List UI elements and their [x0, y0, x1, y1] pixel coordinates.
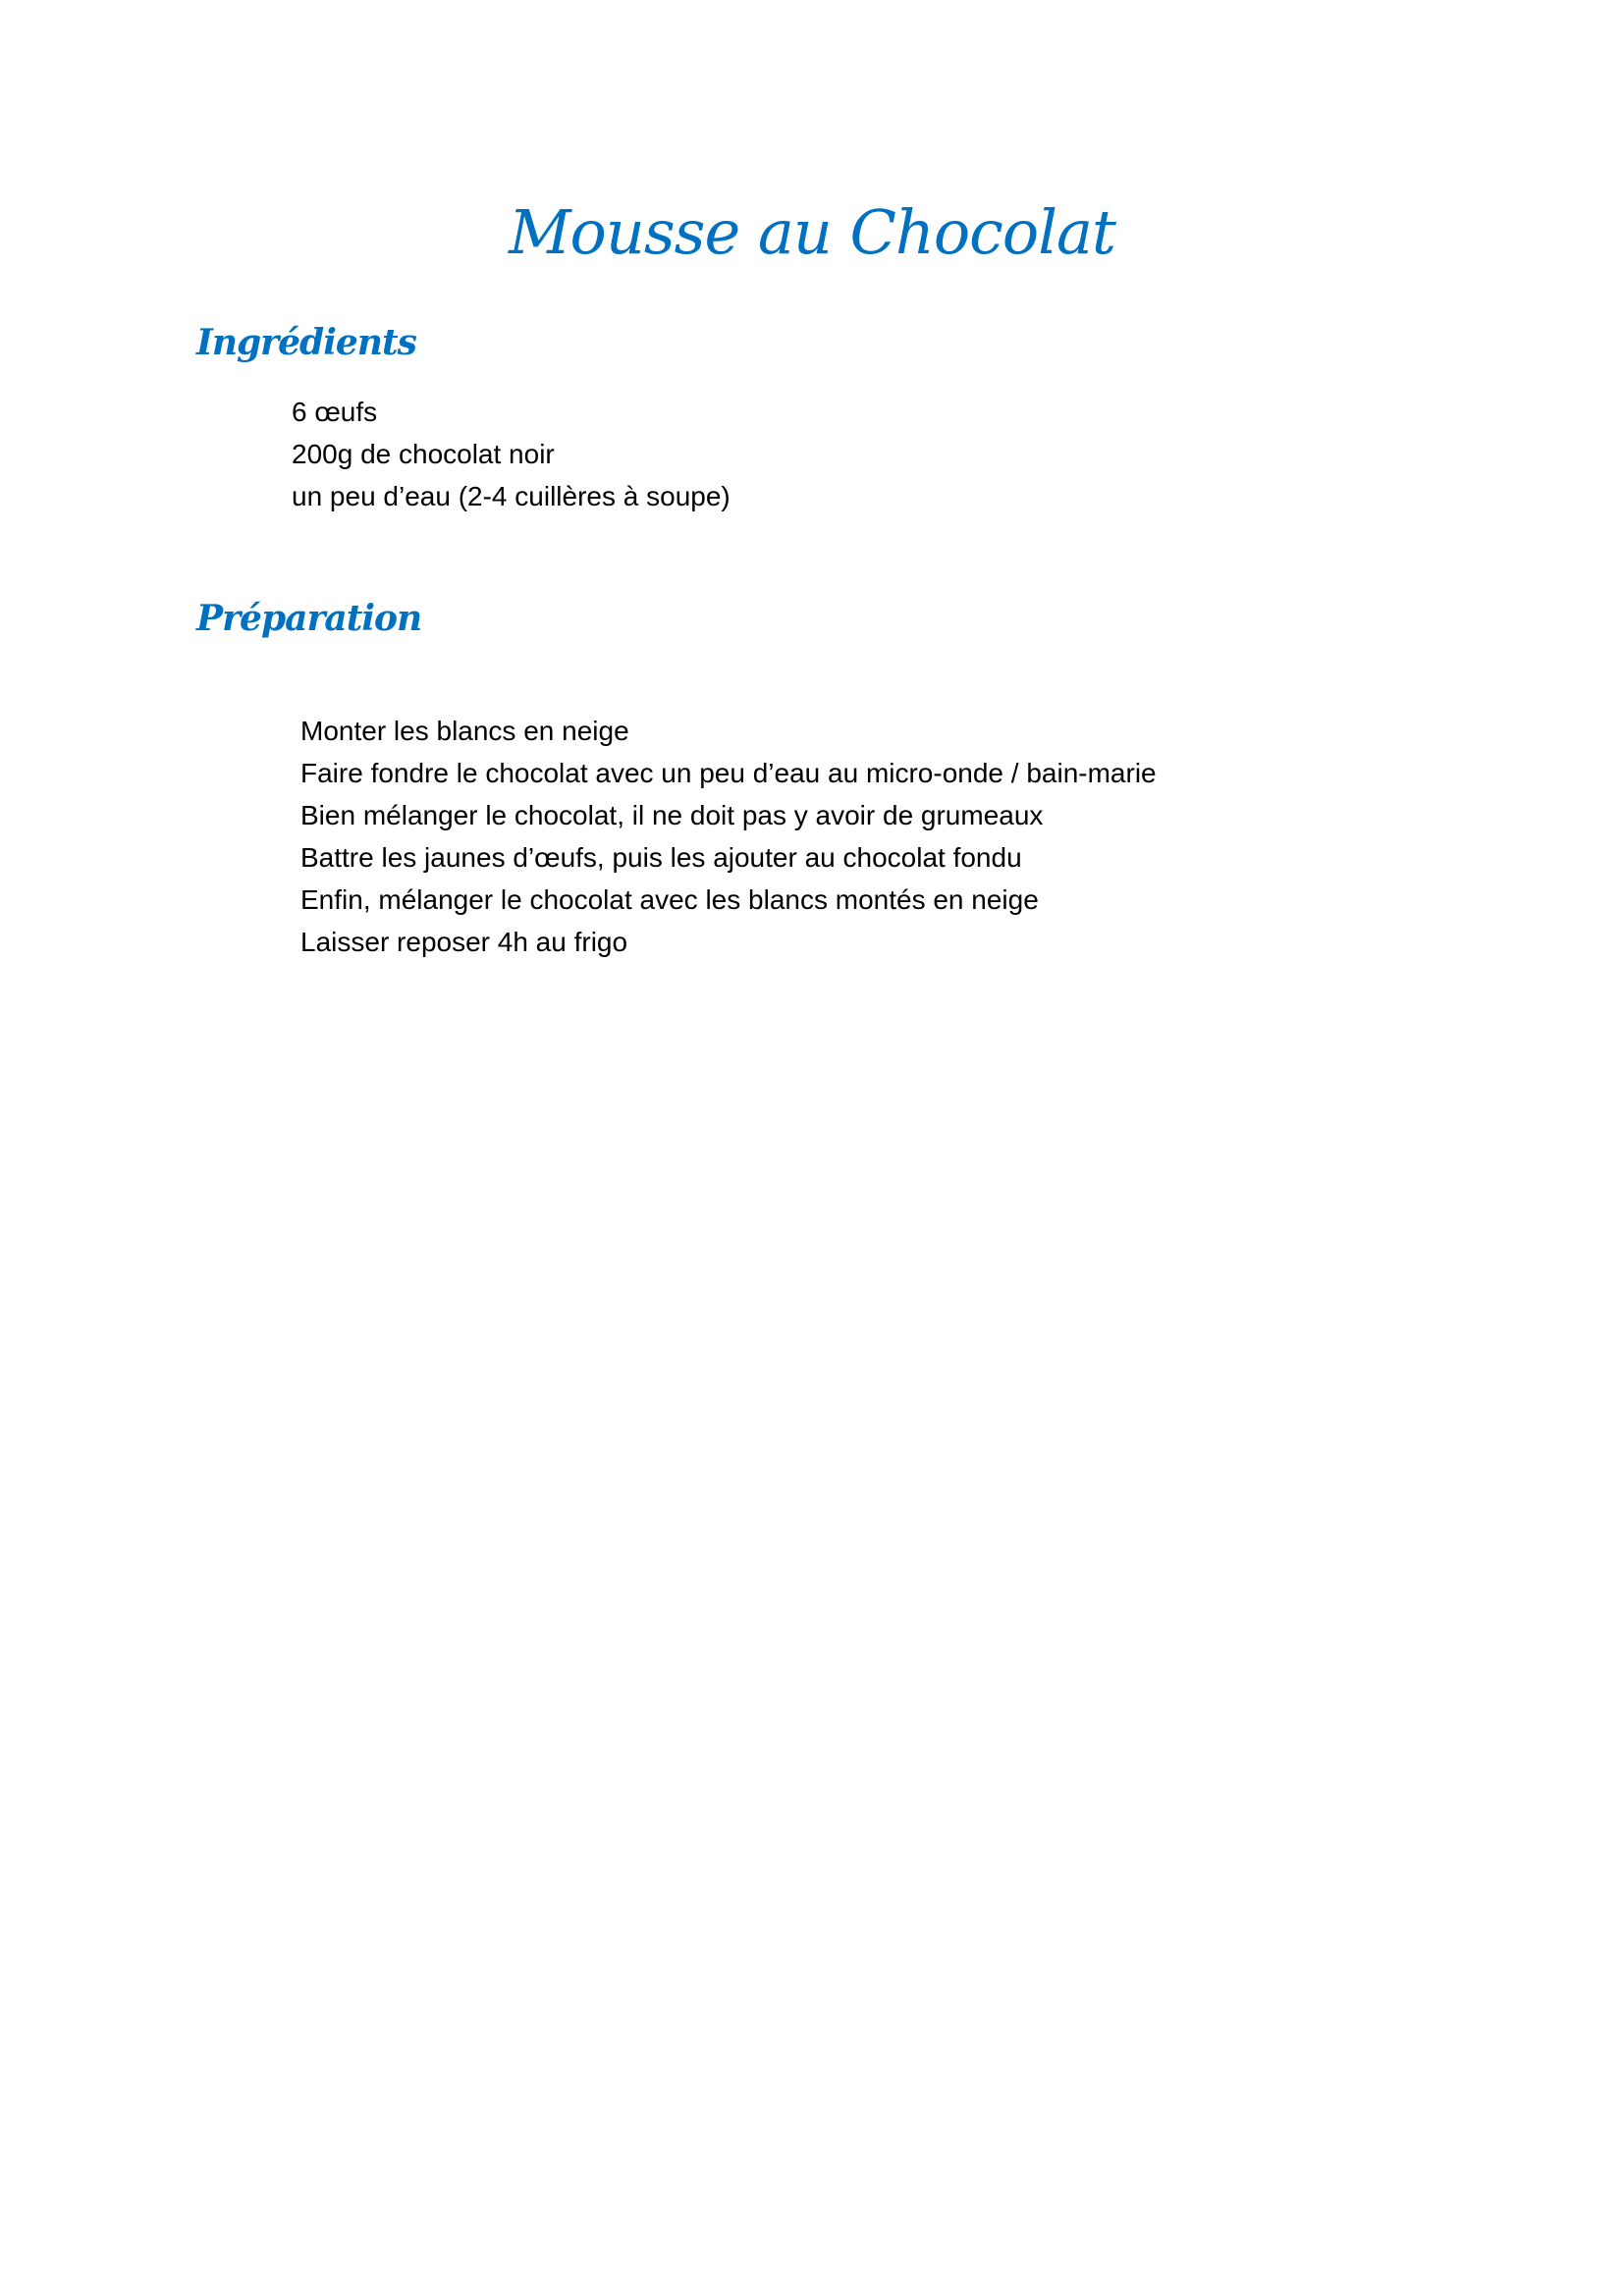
page-title: Mousse au Chocolat — [509, 196, 1115, 268]
preparation-heading: Préparation — [196, 598, 422, 639]
preparation-step: Faire fondre le chocolat avec un peu d’eau au micro-onde / bain-marie — [300, 758, 1157, 788]
preparation-step: Enfin, mélanger le chocolat avec les blancs montés en neige — [300, 884, 1039, 915]
ingredient-item: 6 œufs — [292, 397, 378, 427]
preparation-step: Battre les jaunes d’œufs, puis les ajouter au chocolat fondu — [300, 842, 1022, 873]
preparation-steps-list — [300, 710, 1157, 963]
ingredient-item: 200g de chocolat noir — [292, 439, 555, 469]
preparation-step: Bien mélanger le chocolat, il ne doit pas y avoir de grumeaux — [300, 800, 1044, 830]
preparation-step: Laisser reposer 4h au frigo — [300, 927, 628, 957]
ingredients-list — [292, 391, 731, 517]
preparation-step: Monter les blancs en neige — [300, 716, 629, 746]
ingredient-item: un peu d’eau (2-4 cuillères à soupe) — [292, 481, 731, 511]
ingredients-heading: Ingrédients — [196, 322, 416, 363]
